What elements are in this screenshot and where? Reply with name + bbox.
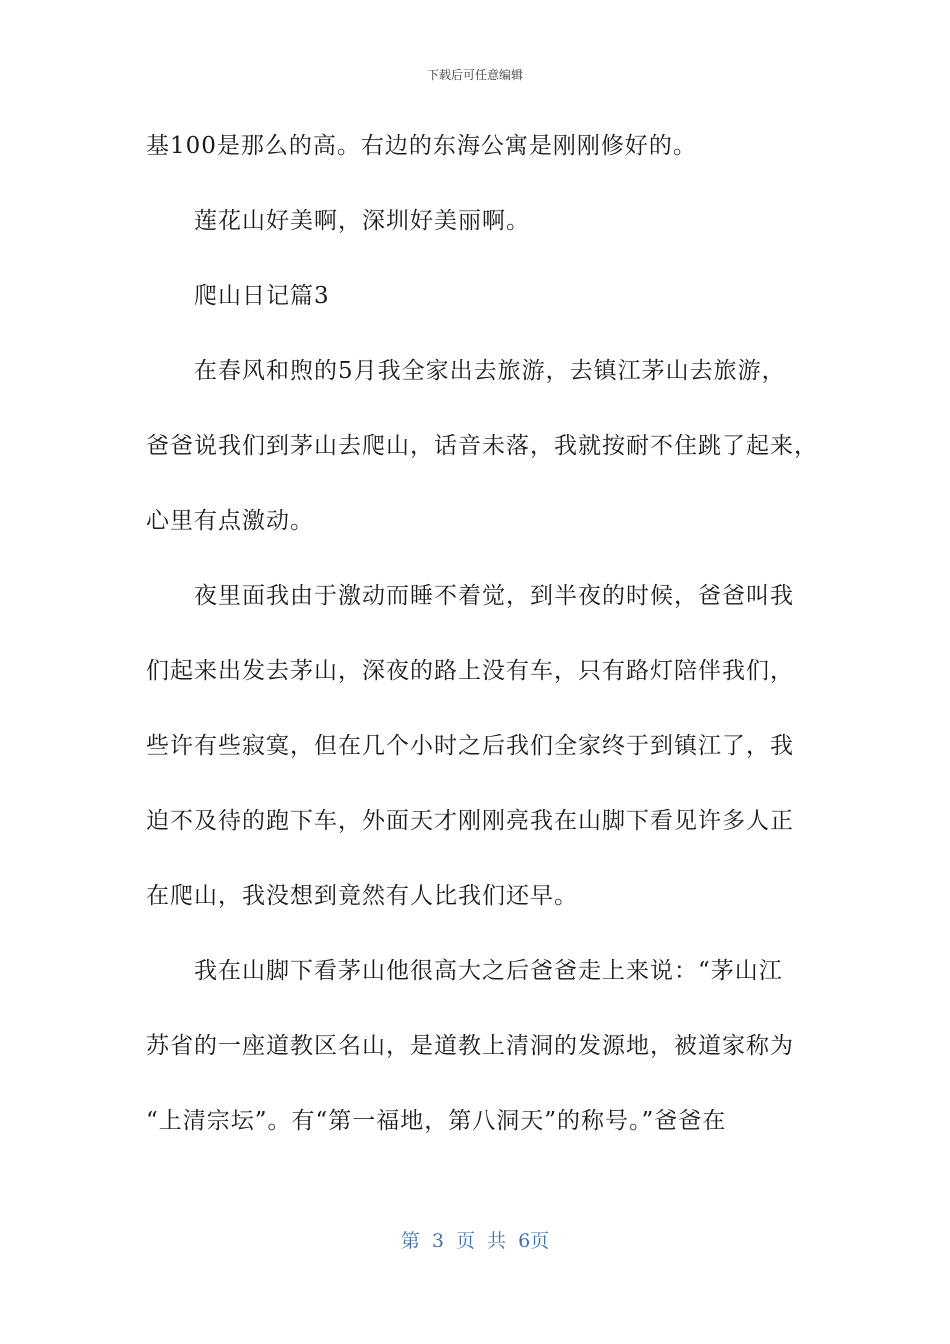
text-line: 爸爸说我们到茅山去爬山，话音未落，我就按耐不住跳了起来， [146,433,818,459]
text-line: 些许有些寂寞，但在几个小时之后我们全家终于到镇江了，我 [146,733,794,759]
text-line: 基100是那么的高。右边的东海公寓是刚刚修好的。 [146,133,697,159]
header-note: 下载后可任意编辑 [426,68,523,82]
section-heading: 爬山日记篇3 [146,283,330,309]
text-line: 莲花山好美啊，深圳好美丽啊。 [146,208,530,234]
text-line: 们起来出发去茅山，深夜的路上没有车，只有路灯陪伴我们， [146,658,794,684]
text-line: 苏省的一座道教区名山，是道教上清洞的发源地，被道家称为 [146,1033,794,1059]
text-line: 迫不及待的跑下车，外面天才刚刚亮我在山脚下看见许多人正 [146,808,794,834]
text-line: 在爬山，我没想到竟然有人比我们还早。 [146,883,578,909]
text-line: 我在山脚下看茅山他很高大之后爸爸走上来说：“茅山江 [146,958,783,984]
text-line: “上清宗坛”。有“第一福地，第八洞天”的称号。”爸爸在 [146,1108,727,1134]
page-number: 第 3 页 共 6页 [400,1230,550,1252]
text-line: 在春风和煦的5月我全家出去旅游，去镇江茅山去旅游， [146,358,786,384]
text-line: 心里有点激动。 [146,508,314,534]
text-line: 夜里面我由于激动而睡不着觉，到半夜的时候，爸爸叫我 [146,583,794,609]
